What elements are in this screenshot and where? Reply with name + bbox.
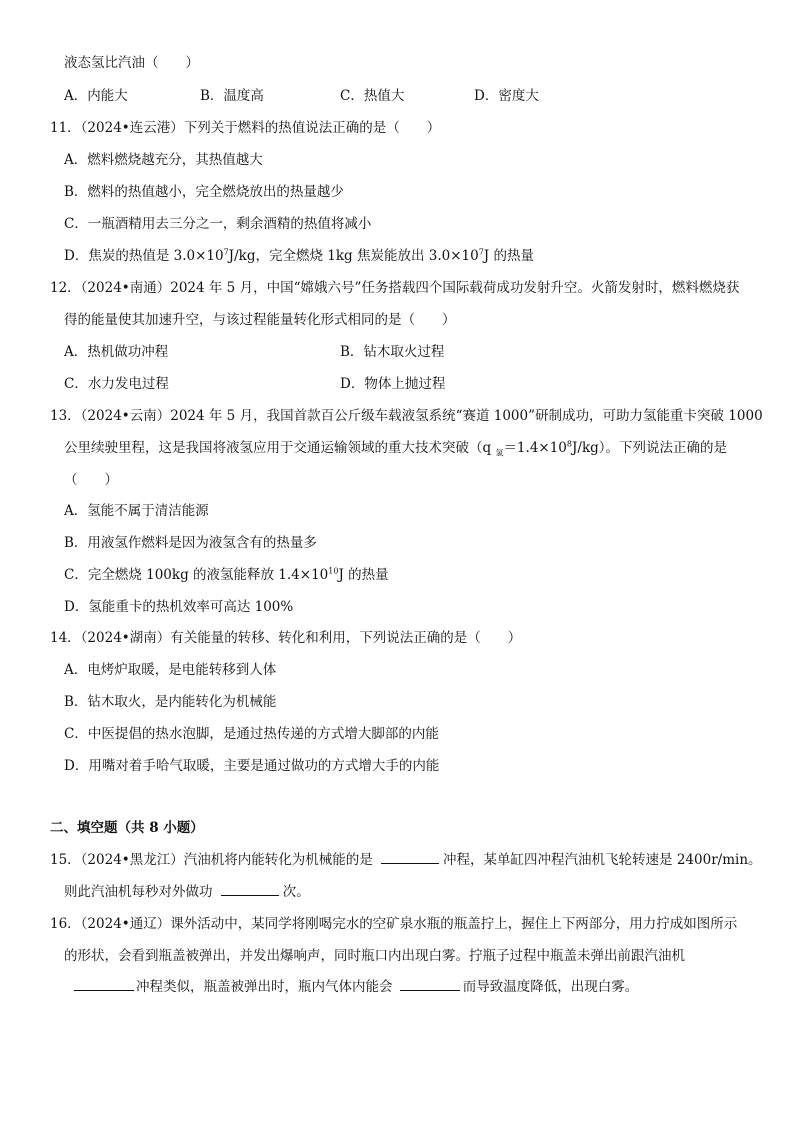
q13-option-c [64, 566, 389, 584]
q11-d-mid: J/kg，完全燃烧 1kg 焦炭能放出 3.0×10 [228, 248, 479, 264]
q12-option-b: B．钻木取火过程 [340, 344, 445, 360]
q16-line2: 的形状，会看到瓶盖被弹出，并发出爆响声，同时瓶口内出现白雾。拧瓶子过程中瓶盖未弹出前跟汽油机 [64, 948, 685, 964]
q10-option-a: A．内能大 [64, 88, 128, 104]
q10-stem-tail: 液态氢比汽油（ ） [64, 55, 199, 71]
q16-l3-mid: 冲程类似，瓶盖被弹出时，瓶内气体内能会 [136, 979, 393, 995]
q12-stem-line1: 12．（2024•南通）2024 年 5 月，中国“嫦娥六号”任务搭载四个国际载荷成功发射升空。火箭发射时，燃料燃烧获 [50, 280, 740, 296]
section-heading: 二、填空题（共 8 小题） [50, 820, 204, 836]
q15-blank-1[interactable] [381, 851, 439, 864]
q11-option-c: C．一瓶酒精用去三分之一，剩余酒精的热值将减小 [64, 216, 372, 232]
q13-stem-line3: （ ） [64, 472, 118, 488]
q15-l2-post: 次。 [282, 884, 310, 900]
q11-option-a: A．燃料燃烧越充分，其热值越大 [64, 152, 263, 168]
q12-option-c: C．水力发电过程 [64, 376, 169, 392]
q13-stem2-pre: 公里续驶里程，这是我国将液氢应用于交通运输领域的重大技术突破（q [64, 440, 496, 456]
q11-d-pre: D．焦炭的热值是 3.0×10 [64, 248, 224, 264]
q14-option-d: D．用嘴对着手哈气取暖，主要是通过做功的方式增大手的内能 [64, 758, 440, 774]
q14-option-b: B．钻木取火，是内能转化为机械能 [64, 694, 277, 710]
q14-option-a: A．电烤炉取暖，是电能转移到人体 [64, 662, 277, 678]
q15-line1 [50, 851, 762, 869]
q13-option-a: A．氢能不属于清洁能源 [64, 503, 209, 519]
q13-stem2-sub: 氢 [495, 448, 504, 458]
q11-d-exp1: 7 [223, 247, 229, 257]
q13-stem-line2 [64, 439, 727, 457]
q16-blank-2[interactable] [400, 978, 460, 991]
q13-c-exp: 10 [328, 566, 339, 576]
q16-line3 [74, 978, 638, 996]
q15-blank-2[interactable] [221, 883, 279, 896]
q16-line1: 16．（2024•通辽）课外活动中，某同学将刚喝完水的空矿泉水瓶的瓶盖拧上，握住上下两部分，用力拧成如图所示 [50, 916, 738, 932]
q14-stem: 14．（2024•湖南）有关能量的转移、转化和利用，下列说法正确的是（ ） [50, 630, 522, 646]
q15-l1-pre: 15．（2024•黑龙江）汽油机将内能转化为机械能的是 [50, 852, 373, 868]
q13-stem2-mid: ＝1.4×10 [503, 440, 567, 456]
q15-l1-mid: 冲程，某单缸四冲程汽油机飞轮转速是 2400r/min。 [443, 852, 762, 868]
q10-option-b: B．温度高 [200, 88, 264, 104]
q16-blank-1[interactable] [74, 978, 134, 991]
q11-option-b: B．燃料的热值越小，完全燃烧放出的热量越少 [64, 184, 344, 200]
q11-option-d [64, 247, 534, 265]
q16-l3-post: 而导致温度降低，出现白雾。 [462, 979, 639, 995]
q11-d-post: J 的热量 [483, 248, 534, 264]
q13-stem2-exp: 8 [566, 439, 572, 449]
q13-stem2-post: J/kg）。下列说法正确的是 [572, 440, 728, 456]
q13-c-post: J 的热量 [338, 567, 389, 583]
q12-option-a: A．热机做功冲程 [64, 344, 169, 360]
q11-stem: 11．（2024•连云港）下列关于燃料的热值说法正确的是（ ） [50, 120, 441, 136]
q10-option-c: C．热值大 [340, 88, 405, 104]
q10-option-d: D．密度大 [474, 88, 539, 104]
q13-stem-line1: 13．（2024•云南）2024 年 5 月，我国首款百公斤级车载液氢系统“赛道 1000”研制成功，可助力氢能重卡突破 1000 [50, 408, 763, 424]
q12-option-d: D．物体上抛过程 [340, 376, 446, 392]
q13-option-d: D．氢能重卡的热机效率可高达 100% [64, 599, 294, 615]
q14-option-c: C．中医提倡的热水泡脚，是通过热传递的方式增大脚部的内能 [64, 726, 439, 742]
q12-stem-line2: 得的能量使其加速升空，与该过程能量转化形式相同的是（ ） [64, 312, 456, 328]
q15-line2 [64, 883, 310, 901]
q13-option-b: B．用液氢作燃料是因为液氢含有的热量多 [64, 535, 317, 551]
q15-l2-pre: 则此汽油机每秒对外做功 [64, 884, 213, 900]
q11-d-exp2: 7 [478, 247, 484, 257]
q13-c-pre: C．完全燃烧 100kg 的液氢能释放 1.4×10 [64, 567, 329, 583]
